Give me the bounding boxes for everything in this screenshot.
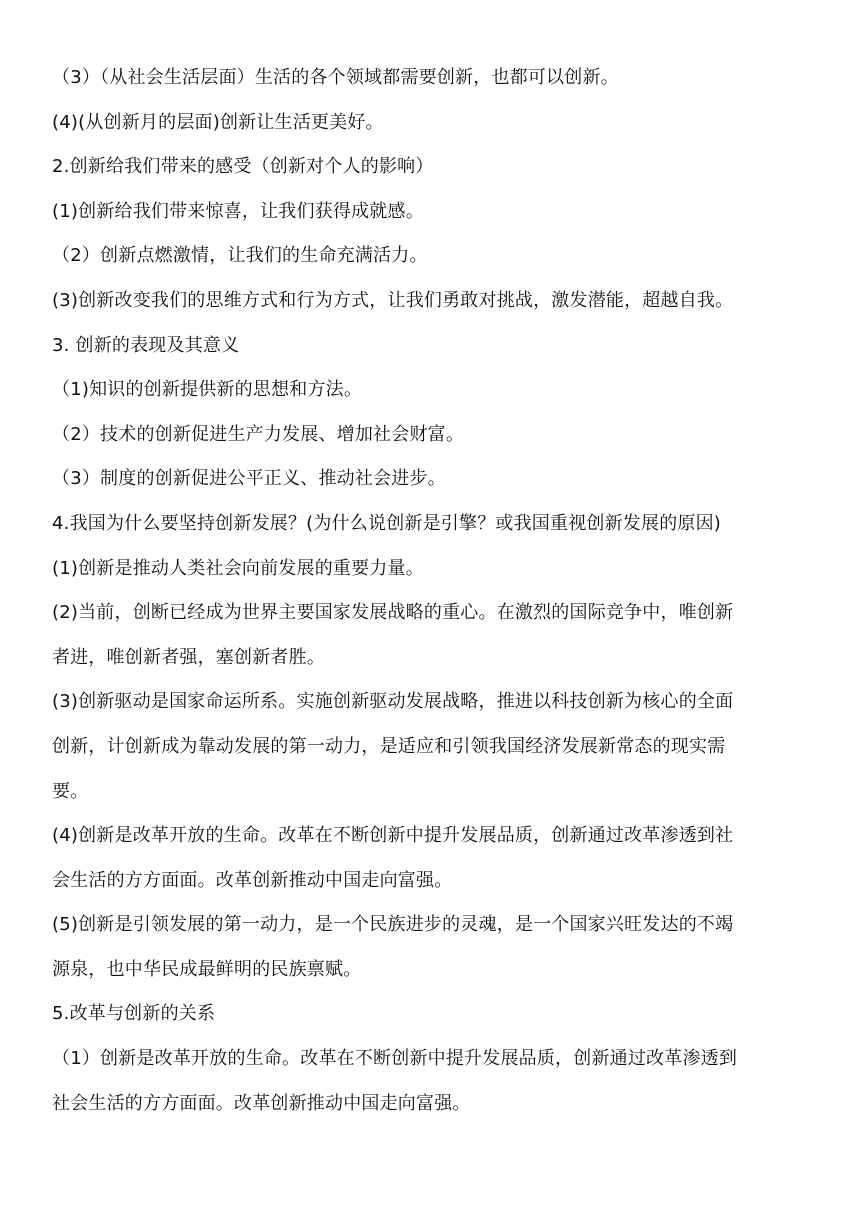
text-line: 源泉，也中华民成最鲜明的民族禀赋。 [52,958,362,980]
text-line: （1）创新是改革开放的生命。改革在不断创新中提升发展品质，创新通过改革渗透到 [52,1048,738,1070]
text-line: (3)创新驱动是国家命运所系。实施创新驱动发展战略，推进以科技创新为核心的全面 [52,691,734,713]
text-line: （2）创新点燃激情，让我们的生命充满活力。 [52,245,428,267]
section-heading: 4.我国为什么要坚持创新发展？(为什么说创新是引擎？或我国重视创新发展的原因) [52,512,722,534]
text-line: (4)创新是改革开放的生命。改革在不断创新中提升发展品质，创新通过改革渗透到社 [52,825,734,847]
section-heading: 3. 创新的表现及其意义 [52,334,240,356]
text-line: 要。 [52,780,89,802]
text-line: 会生活的方方面面。改革创新推动中国走向富强。 [52,869,453,891]
text-line: (1)创新给我们带来惊喜，让我们获得成就感。 [52,200,424,222]
section-heading: 2.创新给我们带来的感受（创新对个人的影响） [52,156,434,178]
text-line: 社会生活的方方面面。改革创新推动中国走向富强。 [52,1092,471,1114]
text-line: 创新，计创新成为靠动发展的第一动力，是适应和引领我国经济发展新常态的现实需 [52,735,726,757]
text-line: (2)当前，创断已经成为世界主要国家发展战略的重心。在激烈的国际竞争中，唯创新 [52,602,734,624]
text-line: (1)创新是推动人类社会向前发展的重要力量。 [52,557,424,579]
text-line: （2）技术的创新促进生产力发展、增加社会财富。 [52,423,465,445]
text-line: （3）（从社会生活层面）生活的各个领域都需要创新，也都可以创新。 [52,67,619,88]
text-line: 者进，唯创新者强，塞创新者胜。 [52,646,325,668]
section-heading: 5.改革与创新的关系 [52,1003,216,1025]
text-line: (3)创新改变我们的思维方式和行为方式，让我们勇敢对挑战，激发潜能，超越自我。 [52,289,734,311]
text-line: （1)知识的创新提供新的思想和方法。 [52,379,363,401]
text-line: (5)创新是引领发展的第一动力，是一个民族进步的灵魂，是一个国家兴旺发达的不竭 [52,914,734,936]
text-line: (4)(从创新月的层面)创新让生活更美好。 [52,111,384,133]
text-line: （3）制度的创新促进公平正义、推动社会进步。 [52,468,446,490]
document-body [52,56,812,1126]
